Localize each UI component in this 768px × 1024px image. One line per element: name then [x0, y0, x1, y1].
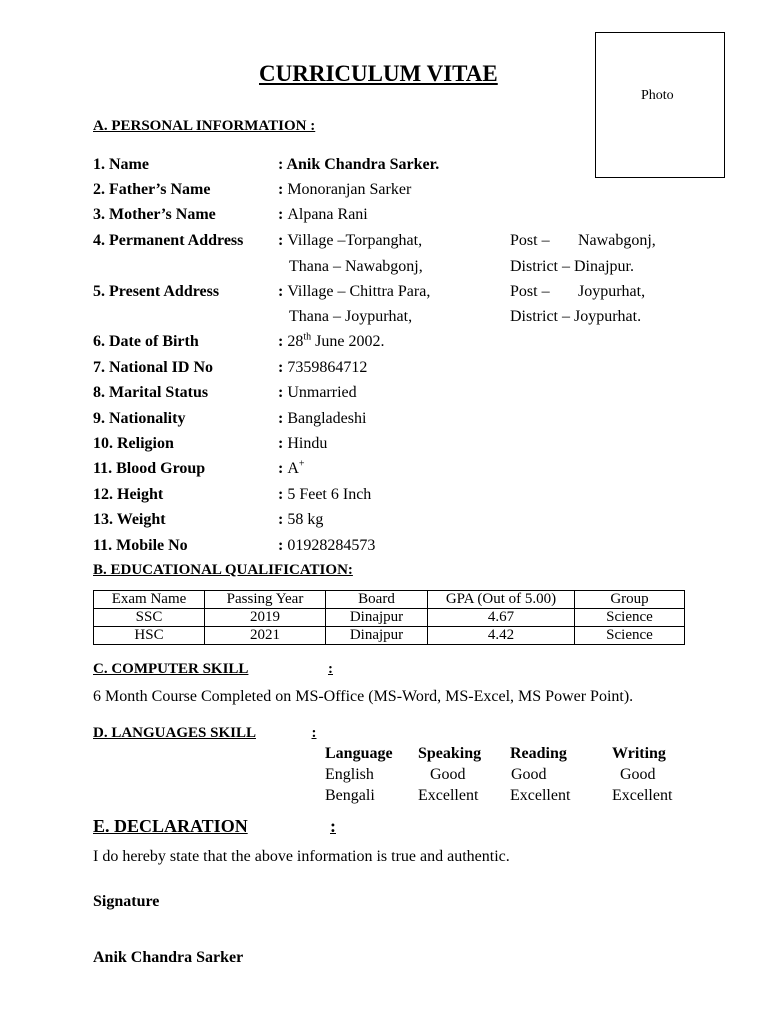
permanent-address-line2: Thana – Nawabgonj,: [289, 258, 423, 275]
mother-value: : Alpana Rani: [278, 206, 368, 223]
lang-bengali-writing: Excellent: [612, 787, 673, 804]
lang-english-speaking: Good: [430, 766, 466, 783]
blood-group-label: 11. Blood Group: [93, 460, 206, 477]
education-table: [93, 590, 685, 645]
table-row: [94, 609, 685, 627]
table-cell: SSC: [94, 609, 205, 627]
signature-name: Anik Chandra Sarker: [93, 949, 244, 966]
permanent-post-value: Nawabgonj,: [578, 232, 656, 249]
mobile-value: : 01928284573: [278, 537, 376, 554]
section-declaration-colon: :: [330, 816, 336, 836]
section-computer-colon: :: [328, 661, 333, 677]
lang-header-language: Language: [325, 745, 393, 762]
table-cell: 4.42: [428, 627, 575, 645]
table-header: Board: [326, 591, 428, 609]
table-cell: Science: [575, 609, 685, 627]
dob-value: : 28th June 2002.: [278, 331, 385, 350]
mobile-label: 11. Mobile No: [93, 537, 188, 554]
weight-value: : 58 kg: [278, 511, 324, 528]
table-cell: HSC: [94, 627, 205, 645]
section-personal-heading: A. PERSONAL INFORMATION :: [93, 118, 316, 134]
photo-placeholder: [595, 32, 725, 178]
declaration-text: I do hereby state that the above information is true and authentic.: [93, 848, 510, 865]
photo-label: Photo: [641, 88, 674, 103]
table-header: Exam Name: [94, 591, 205, 609]
nid-value: : 7359864712: [278, 359, 368, 376]
present-address-label: 5. Present Address: [93, 283, 220, 300]
height-value: : 5 Feet 6 Inch: [278, 486, 372, 503]
table-cell: 2019: [205, 609, 326, 627]
name-value: : Anik Chandra Sarker.: [278, 156, 440, 173]
table-header: GPA (Out of 5.00): [428, 591, 575, 609]
present-address-line1: : Village – Chittra Para,: [278, 283, 431, 300]
nationality-value: : Bangladeshi: [278, 410, 367, 427]
section-languages-heading: D. LANGUAGES SKILL: [93, 725, 256, 741]
permanent-address-line1: : Village –Torpanghat,: [278, 232, 423, 249]
section-languages-colon: :: [311, 725, 317, 741]
father-value: : Monoranjan Sarker: [278, 181, 412, 198]
marital-label: 8. Marital Status: [93, 384, 209, 401]
table-cell: 4.67: [428, 609, 575, 627]
lang-header-reading: Reading: [510, 745, 567, 762]
marital-value: : Unmarried: [278, 384, 357, 401]
document-title: CURRICULUM VITAE: [259, 61, 498, 86]
computer-skill-text: 6 Month Course Completed on MS-Office (MS-Word, MS-Excel, MS Power Point).: [93, 688, 634, 705]
table-header-row: [94, 591, 685, 609]
table-row: [94, 627, 685, 645]
weight-label: 13. Weight: [93, 511, 166, 528]
permanent-address-label: 4. Permanent Address: [93, 232, 244, 249]
religion-label: 10. Religion: [93, 435, 174, 452]
permanent-district: District – Dinajpur.: [510, 258, 634, 275]
name-label: 1. Name: [93, 156, 149, 173]
father-label: 2. Father’s Name: [93, 181, 211, 198]
religion-value: : Hindu: [278, 435, 328, 452]
nationality-label: 9. Nationality: [93, 410, 186, 427]
lang-bengali-speaking: Excellent: [418, 787, 479, 804]
section-computer-heading: C. COMPUTER SKILL: [93, 661, 249, 677]
table-cell: Science: [575, 627, 685, 645]
dob-label: 6. Date of Birth: [93, 333, 199, 350]
present-district: District – Joypurhat.: [510, 308, 642, 325]
lang-bengali-reading: Excellent: [510, 787, 571, 804]
nid-label: 7. National ID No: [93, 359, 214, 376]
signature-label: Signature: [93, 893, 160, 910]
lang-english-reading: Good: [511, 766, 547, 783]
section-declaration-heading: E. DECLARATION: [93, 816, 248, 836]
mother-label: 3. Mother’s Name: [93, 206, 216, 223]
lang-header-writing: Writing: [612, 745, 666, 762]
permanent-post-label: Post –: [510, 232, 550, 249]
present-address-line2: Thana – Joypurhat,: [289, 308, 413, 325]
table-header: Group: [575, 591, 685, 609]
lang-bengali: Bengali: [325, 787, 375, 804]
lang-english: English: [325, 766, 374, 783]
lang-english-writing: Good: [620, 766, 656, 783]
table-cell: Dinajpur: [326, 609, 428, 627]
present-post-label: Post –: [510, 283, 550, 300]
blood-group-value: : A+: [278, 458, 305, 477]
table-header: Passing Year: [205, 591, 326, 609]
height-label: 12. Height: [93, 486, 164, 503]
present-post-value: Joypurhat,: [578, 283, 646, 300]
table-cell: 2021: [205, 627, 326, 645]
section-education-heading: B. EDUCATIONAL QUALIFICATION:: [93, 562, 353, 578]
lang-header-speaking: Speaking: [418, 745, 482, 762]
table-cell: Dinajpur: [326, 627, 428, 645]
